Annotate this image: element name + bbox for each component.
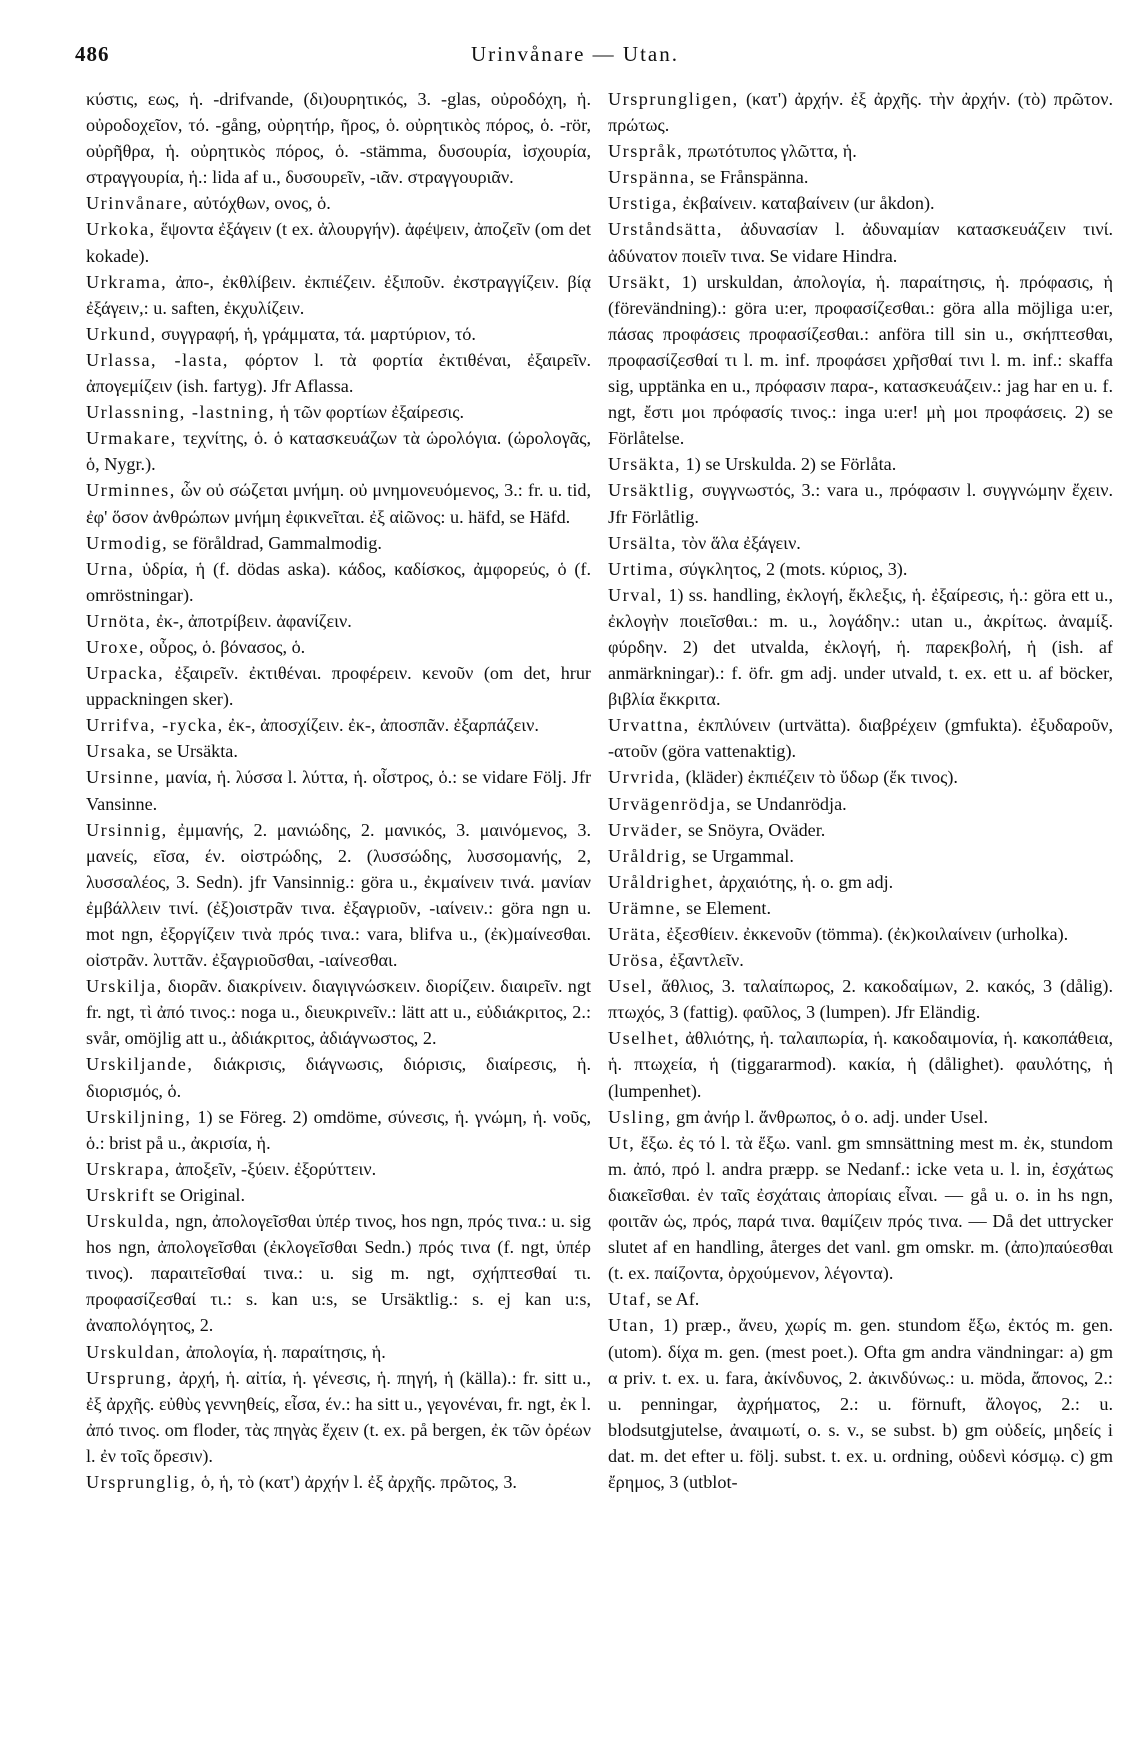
entry-definition: οὖρος, ὁ. βόνασος, ὁ.	[149, 636, 306, 657]
entry-headword: Ursäkta,	[608, 454, 682, 475]
entry-headword: Urståndsätta,	[608, 219, 723, 240]
entry-headword: Urna,	[86, 558, 135, 579]
entry-headword: Urpacka,	[86, 663, 165, 684]
dictionary-entry	[608, 921, 1113, 947]
entry-headword: Urmodig,	[86, 532, 169, 553]
entry-definition: 1) se Föreg. 2) omdöme, σύνεσις, ἡ. γνώμη, ἡ. νοῦς, ὁ.: brist på u., ἀκρισία, ἡ.	[86, 1106, 591, 1153]
dictionary-entry	[608, 1130, 1113, 1287]
dictionary-entry	[608, 86, 1113, 138]
entry-headword: Uselhet,	[608, 1028, 681, 1049]
entry-definition: αὐτόχθων, ονος, ὁ.	[193, 193, 331, 214]
running-head: Urinvånare — Utan.	[470, 42, 680, 66]
entry-headword: Ursäkt,	[608, 271, 672, 292]
entry-definition: se Frånspänna.	[700, 167, 809, 188]
entry-headword: Ursäktlig,	[608, 480, 696, 501]
entry-headword: Urspråk,	[608, 141, 684, 162]
dictionary-entry	[608, 869, 1113, 895]
dictionary-entry	[86, 1469, 591, 1495]
dictionary-entry	[86, 216, 591, 268]
entry-definition: συγγραφή, ἡ, γράμματα, τά. μαρτύριον, τό.	[161, 323, 476, 344]
entry-definition: σύγκλητος, 2 (mots. κύριος, 3).	[679, 558, 908, 579]
dictionary-entry	[86, 321, 591, 347]
entry-definition: ὁ, ἡ, τὸ (κατ') ἀρχήν l. ἐξ ἀρχῆς. πρῶτος, 3.	[201, 1471, 517, 1492]
entry-headword: Ursaka,	[86, 741, 153, 762]
entry-headword: Urvägenrödja,	[608, 793, 733, 814]
dictionary-entry	[608, 817, 1113, 843]
entry-headword: Urskrapa,	[86, 1158, 171, 1179]
entry-definition: ἀδυνασίαν l. ἀδυναμίαν κατασκευάζειν τινί. ἀδύνατον ποιεῖν τινα. Se vidare Hindra.	[608, 219, 1113, 266]
dictionary-entry	[86, 190, 591, 216]
dictionary-entry	[608, 164, 1113, 190]
entry-headword: Uräta,	[608, 924, 662, 944]
entry-headword: Utan,	[608, 1315, 656, 1336]
entry-headword: Urämne,	[608, 897, 682, 918]
entry-headword: Ursinne,	[86, 767, 161, 788]
entry-definition: κύστις, εως, ἡ. -drifvande, (δι)ουρητικός, 3. -glas, οὐροδόχη, ἡ. οὐροδοχεῖον, τό. -gång, οὐρητήρ, ῆρος, ὁ. οὐρητικὸς πόρος, ὁ. -rör, οὐρῆθρα, ἡ. οὐρητικὸς πόρος, ὁ. -stämma, δυσουρία, ἰσχουρία, στραγγουρία, ἡ.: lida af u., δυσουρεῖν, -ιᾶν. στραγγουριᾶν.	[86, 89, 591, 188]
entry-headword: Urlassning, -lastning,	[86, 402, 276, 423]
dictionary-entry	[86, 425, 591, 477]
entry-headword: Urskuldan,	[86, 1341, 182, 1362]
entry-headword: Urmakare,	[86, 428, 177, 449]
entry-definition: ἐκ-, ἀποσχίζειν. ἐκ-, ἀποσπᾶν. ἐξαρπάζειν.	[228, 715, 539, 736]
entry-definition: ἐξεσθίειν. ἐκκενοῦν (tömma). (ἐκ)κοιλαίνειν (urholka).	[666, 924, 1069, 944]
entry-definition: gm ἀνήρ l. ἄνθρωπος, ὁ o. adj. under Usel.	[676, 1106, 988, 1127]
dictionary-entry	[608, 1025, 1113, 1103]
dictionary-entry	[608, 1286, 1113, 1312]
dictionary-entry	[86, 86, 591, 190]
entry-definition: ὑδρία, ἡ (f. dödas aska). κάδος, καδίσκος, ἀμφορεύς, ὁ (f. omröstningar).	[86, 558, 591, 605]
entry-definition: ἀρχή, ἡ. αἰτία, ἡ. γένεσις, ἡ. πηγή, ἡ (källa).: fr. sitt u., ἐξ ἀρχῆς. εὐθὺς γεννηθείς, εἶσα, έν.: ha sitt u., γεγονέναι, fr. ngt, ἐκ l. ἀπό τινος. om floder, τὰς πηγὰς ἔχειν (t. ex. på bergen, ἐκ τῶν ὀρέων l. ἐν τοῖς ὄρεσιν).	[86, 1367, 591, 1466]
entry-headword: Urnöta,	[86, 610, 152, 631]
entry-headword: Urkund,	[86, 323, 157, 344]
entry-definition: διάκρισις, διάγνωσις, διόρισις, διαίρεσις, ἡ. διορισμός, ὁ.	[86, 1054, 591, 1101]
entry-definition: se Element.	[686, 897, 772, 918]
dictionary-entry	[86, 764, 591, 816]
entry-definition: ngn, ἀπολογεῖσθαι ὑπέρ τινος, hos ngn, πρός τινα.: u. sig hos ngn, ἀπολογεῖσθαι (ἐκλογεῖσθαι Sedn.) πρός τινα (f. ngt, ὑπέρ τινος). παραιτεῖσθαί τινα.: u. sig m. ngt, σχήπτεσθαί τι. προφασίζεσθαί τι.: s. kan u:s, se Ursäktlig.: s. ej kan u:s, ἀναπολόγητος, 2.	[86, 1211, 591, 1336]
dictionary-entry	[86, 1051, 591, 1103]
dictionary-entry	[608, 216, 1113, 268]
dictionary-entry	[608, 1104, 1113, 1130]
entry-definition: se Original.	[160, 1184, 245, 1205]
dictionary-entry	[86, 1104, 591, 1156]
entry-definition: se Ursäkta.	[157, 741, 238, 762]
dictionary-entry	[608, 973, 1113, 1025]
entry-headword: Ursprunglig,	[86, 1471, 197, 1492]
entry-definition: ἔξω. ἐς τό l. τὰ ἔξω. vanl. gm smnsättning mest m. ἐκ, stundom m. ἀπό, πρό l. andra præpp. se Nedanf.: icke veta u. l. in, ἐσχάτως διακεῖσθαι. ἐν ταῖς ἐσχάταις ἀπορίαις εἶναι. — gå u. o. in hs ngn, φοιτᾶν ὡς, πρός, παρά τινα. θαμίζειν πρός τινα. — Då det uttrycker slutet af en handling, återges det vanl. gm omskr. m. (ἀπο)παύεσθαι (t. ex. παίζοντα, ὀρχούμενον, λέγοντα).	[608, 1132, 1113, 1284]
dictionary-entry	[608, 556, 1113, 582]
dictionary-entry	[86, 738, 591, 764]
entry-headword: Uråldrighet,	[608, 871, 715, 892]
entry-headword: Usling,	[608, 1106, 672, 1127]
entry-definition: (kläder) ἐκπιέζειν τὸ ὕδωρ (ἔκ τινος).	[685, 767, 958, 788]
entry-definition: ὧν οὐ σώζεται μνήμη. οὐ μνημονευόμενος, 3.: fr. u. tid, ἐφ' ὅσον ἀνθρώπων μνήμη ἐφικνεῖται. ἐξ αἰῶνος: u. häfd, se Häfd.	[86, 480, 591, 527]
right-column	[608, 86, 1113, 1726]
entry-headword: Urösa,	[608, 950, 665, 971]
entry-definition: μανία, ἡ. λύσσα l. λύττα, ἡ. οἶστρος, ὁ.: se vidare Följ. Jfr Vansinne.	[86, 767, 591, 814]
entry-definition: ἕψοντα ἐξάγειν (t ex. ἀλουργήν). ἀφέψειν, ἀποζεῖν (om det kokade).	[86, 219, 591, 266]
entry-headword: Ursälta,	[608, 532, 678, 553]
entry-definition: 1) urskuldan, ἀπολογία, ἡ. παραίτησις, ἡ. πρόφασις, ἡ (förevändning).: göra u:er, προφασίζεσθαι.: göra alla möjliga u:er, πάσας προφάσεις προφασίζεσθαι.: anföra till sin u., σκήπτεσθαι, προφασίζεσθαί τι l. m. inf. προφάσει χρῆσθαί τινι l. m. inf.: skaffa sig, upptänka en u., πρόφασιν παρα-, κατασκευάζειν.: jag har en u. f. ngt, ἔστι μοι πρόφασίς τινος.: inga u:er! μὴ μοι προφάσεις. 2) se Förlåtelse.	[608, 271, 1113, 449]
entry-headword: Urvattna,	[608, 715, 690, 736]
entry-headword: Ursprung,	[86, 1367, 173, 1388]
dictionary-entry	[86, 973, 591, 1051]
entry-definition: ἡ τῶν φορτίων ἐξαίρεσις.	[279, 402, 465, 423]
entry-definition: διορᾶν. διακρίνειν. διαγιγνώσκειν. διορίζειν. διαιρεῖν. ngt fr. ngt, τὶ ἀπό τινος.: noga u., διευκρινεῖν.: lätt att u., εὐδιάκριτος, 2.: svår, omöjlig att u., ἀδιάκριτος, ἀδιάγνωστος, 2.	[86, 976, 591, 1049]
entry-headword: Urkrama,	[86, 271, 168, 292]
entry-definition: πρωτότυπος γλῶττα, ἡ.	[687, 141, 857, 162]
dictionary-entry	[608, 843, 1113, 869]
dictionary-entry	[608, 190, 1113, 216]
dictionary-entry	[86, 608, 591, 634]
entry-definition: τεχνίτης, ὁ. ὁ κατασκευάζων τὰ ὡρολόγια. (ὡρολογᾶς, ὁ, Nygr.).	[86, 428, 591, 475]
entry-headword: Urskiljning,	[86, 1106, 192, 1127]
entry-definition: ἀπολογία, ἡ. παραίτησις, ἡ.	[185, 1341, 386, 1362]
dictionary-entry	[608, 451, 1113, 477]
entry-definition: 1) se Urskulda. 2) se Förlåta.	[685, 454, 897, 475]
entry-definition: ἐκπλύνειν (urtvätta). διαβρέχειν (gmfukta). ἐξυδαροῦν, -ατοῦν (göra vattenaktig).	[608, 715, 1113, 762]
dictionary-entry	[608, 791, 1113, 817]
dictionary-entry	[608, 530, 1113, 556]
entry-definition: se Snöyra, Oväder.	[687, 819, 826, 840]
entry-headword: Ursinnig,	[86, 819, 168, 840]
entry-headword: Urskulda,	[86, 1211, 171, 1232]
dictionary-entry	[86, 817, 591, 974]
dictionary-entry	[86, 556, 591, 608]
entry-headword: Urminnes,	[86, 480, 176, 501]
dictionary-entry	[608, 269, 1113, 452]
entry-definition: 1) ss. handling, ἐκλογή, ἔκλεξις, ἡ. ἐξαίρεσις, ἡ.: göra ett u., ἐκλογὴν ποιεῖσθαι.: m. u., λογάδην.: utan u., ἀκρίτως. ἀναμίξ. φύρδην. 2) det utvalda, ἐκλογή, ἡ. παρεκβολή, ἡ (ish. af anmärkningar).: f. öfr. gm adj. under utvald, t. ex. ett u. af böcker, βιβλία ἔκκριτα.	[608, 584, 1113, 710]
entry-headword: Urskilja,	[86, 976, 163, 997]
dictionary-entry	[86, 1365, 591, 1469]
entry-headword: Urtima,	[608, 558, 675, 579]
entry-headword: Urväder,	[608, 819, 684, 840]
entry-headword: Ursprungligen,	[608, 89, 739, 109]
entry-definition: ἀπο-, ἐκθλίβειν. ἐκπιέζειν. ἐξιποῦν. ἐκστραγγίζειν. βίᾳ ἐξάγειν,: u. saften, ἐκχυλίζειν.	[86, 271, 591, 318]
dictionary-entry	[86, 634, 591, 660]
entry-headword: Urrifva, -rycka,	[86, 715, 224, 736]
dictionary-entry	[608, 712, 1113, 764]
dictionary-entry	[608, 895, 1113, 921]
dictionary-entry	[608, 947, 1113, 973]
entry-definition: ἐκβαίνειν. καταβαίνειν (ur åkdon).	[682, 193, 935, 214]
dictionary-entry	[608, 1312, 1113, 1495]
dictionary-entry	[86, 660, 591, 712]
entry-headword: Utaf,	[608, 1289, 653, 1310]
dictionary-entry	[608, 138, 1113, 164]
entry-headword: Uroxe,	[86, 636, 145, 657]
dictionary-entry	[86, 712, 591, 738]
entry-definition: ἐκ-, ἀποτρίβειν. ἀφανίζειν.	[156, 610, 352, 631]
entry-definition: 1) præp., ἄνευ, χωρίς m. gen. stundom ἔξω, ἐκτός m. gen. (utom). δίχα m. gen. (mest poet.). Ofta gm andra vändningar: a) gm α priv. t. ex. u. fara, ἀκίνδυνος, 2. ἀκινδύνως.: u. möda, ἄπονος, 2.: u. penningar, ἀχρήματος, 2.: u. förnuft, ἄλογος, 2.: u. blodsutgjutelse, ἀναιμωτί, o. s. v., se subst. b) gm οὐδείς, μηδείς i dat. m. det efter u. följ. subst. t. ex. u. ordning, οὐδενὶ κόσμῳ. c) gm ἔρημος, 3 (utblot-	[608, 1315, 1113, 1492]
dictionary-entry	[86, 399, 591, 425]
entry-definition: ἐξαιρεῖν. ἐκτιθέναι. προφέρειν. κενοῦν (om det, hrur uppackningen sker).	[86, 663, 591, 710]
dictionary-entry	[608, 764, 1113, 790]
entry-definition: ἄθλιος, 3. ταλαίπωρος, 2. κακοδαίμων, 2. κακός, 3 (dålig). πτωχός, 3 (fattig). φαῦλος, 3 (lumpen). Jfr Eländig.	[608, 976, 1113, 1023]
entry-headword: Ut,	[608, 1132, 636, 1153]
entry-headword: Urskrift	[86, 1184, 156, 1205]
entry-headword: Urinvånare,	[86, 193, 189, 214]
entry-definition: se Urgammal.	[692, 845, 794, 866]
entry-headword: Urstiga,	[608, 193, 679, 214]
dictionary-entry	[86, 347, 591, 399]
dictionary-entry	[86, 1156, 591, 1182]
entry-headword: Urval,	[608, 584, 663, 605]
entry-definition: se Undanrödja.	[736, 793, 847, 814]
dictionary-entry	[86, 1182, 591, 1208]
entry-definition: se föråldrad, Gammalmodig.	[172, 532, 382, 553]
entry-definition: ἐμμανής, 2. μανιώδης, 2. μανικός, 3. μαινόμενος, 3. μανείς, εῖσα, έν. οἰστρώδης, 2. (λυσσώδης, λυσσομανής, 2, λυσσαλέος, 3. Sedn). jfr Vansinnig.: göra u., ἐκμαίνειν τινά. μανίαν ἐμβάλλειν τινί. (ἐξ)οιστρᾶν τινα. ἐξαγριοῦν, -ιαίνειν.: göra ngn u. mot ngn, ἐξοργίζειν τινὰ πρός τινα.: vara, blifva u., (ἐκ)μαίνεσθαι. οἰστρᾶν. λυττᾶν. ἐξαγριοῦσθαι, -ιαίνεσθαι.	[86, 819, 591, 971]
entry-definition: se Af.	[656, 1289, 700, 1310]
dictionary-entry	[86, 530, 591, 556]
entry-headword: Usel,	[608, 976, 654, 997]
entry-headword: Urlassa, -lasta,	[86, 349, 229, 370]
dictionary-entry	[86, 1339, 591, 1365]
dictionary-entry	[86, 269, 591, 321]
page-number: 486	[75, 42, 110, 66]
entry-definition: τὸν ἅλα ἐξάγειν.	[681, 532, 801, 553]
entry-definition: ἐξαντλεῖν.	[669, 950, 744, 971]
entry-definition: φόρτον l. τὰ φορτία ἐκτιθέναι, ἐξαιρεῖν. ἀπογεμίζειν (ish. fartyg). Jfr Aflassa.	[86, 349, 591, 397]
entry-headword: Urvrida,	[608, 767, 682, 788]
entry-headword: Urkoka,	[86, 219, 156, 240]
entry-headword: Uråldrig,	[608, 845, 688, 866]
left-column	[86, 86, 591, 1726]
dictionary-entry	[608, 582, 1113, 712]
entry-definition: ἀποξεῖν, -ξύειν. ἐξορύττειν.	[175, 1158, 377, 1179]
dictionary-entry	[86, 1208, 591, 1338]
entry-headword: Urskiljande,	[86, 1054, 194, 1075]
page-header	[75, 38, 1075, 78]
dictionary-entry	[86, 477, 591, 529]
entry-definition: ἀρχαιότης, ἡ. o. gm adj.	[718, 871, 894, 892]
entry-headword: Urspänna,	[608, 167, 696, 188]
dictionary-entry	[608, 477, 1113, 529]
entry-definition: συγγνωστός, 3.: vara u., πρόφασιν l. συγγνώμην ἔχειν. Jfr Förlåtlig.	[608, 480, 1113, 527]
entry-definition: (κατ') ἀρχήν. ἐξ ἀρχῆς. τὴν ἀρχήν. (τὸ) πρῶτον. πρώτως.	[608, 89, 1113, 136]
entry-definition: ἀθλιότης, ἡ. ταλαιπωρία, ἡ. κακοδαιμονία, ἡ. κακοπάθεια, ἡ. πτωχεία, ἡ (tiggararmod). κακία, ἡ (dålighet). φαυλότης, ἡ (lumpenhet).	[608, 1028, 1113, 1101]
